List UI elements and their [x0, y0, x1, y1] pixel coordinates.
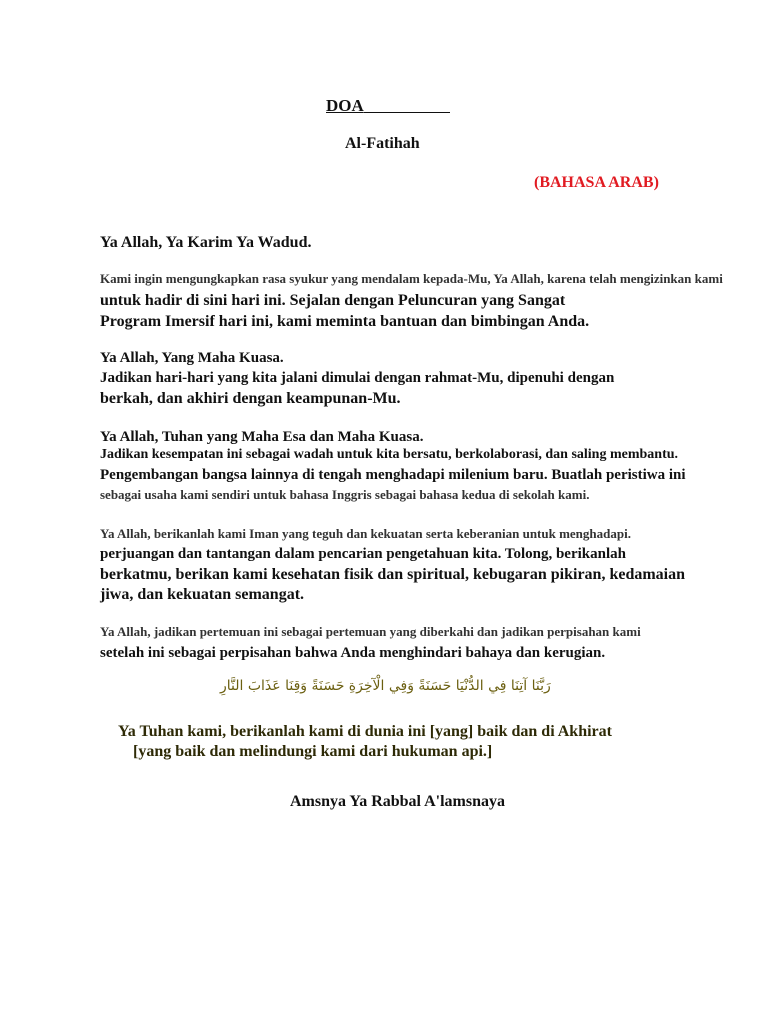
- paragraph-4-line-3: Pengembangan bangsa lainnya di tengah menghadapi milenium baru. Buatlah peristiwa ini: [100, 467, 686, 483]
- paragraph-4-line-2: Jadikan kesempatan ini sebagai wadah untuk kita bersatu, berkolaborasi, dan saling membantu.: [100, 447, 679, 462]
- translation-line-2: [yang baik dan melindungi kami dari hukuman api.]: [133, 743, 493, 760]
- paragraph-5-line-3: berkatmu, berikan kami kesehatan fisik dan spiritual, kebugaran pikiran, kedamaian: [100, 566, 686, 583]
- document-subtitle: Al-Fatihah: [345, 135, 420, 152]
- paragraph-3-line-3: berkah, dan akhiri dengan keampunan-Mu.: [100, 390, 401, 407]
- closing-line: Amsnya Ya Rabbal A'lamsnaya: [290, 793, 506, 810]
- paragraph-1-line-1: Ya Allah, Ya Karim Ya Wadud.: [100, 234, 312, 251]
- paragraph-6-line-2: setelah ini sebagai perpisahan bahwa Anda menghindari bahaya dan kerugian.: [100, 645, 606, 661]
- document-title: DOA: [326, 96, 450, 116]
- paragraph-3-line-2: Jadikan hari-hari yang kita jalani dimulai dengan rahmat-Mu, dipenuhi dengan: [100, 370, 615, 386]
- paragraph-4-line-4: sebagai usaha kami sendiri untuk bahasa Inggris sebagai bahasa kedua di sekolah kami.: [100, 487, 590, 502]
- paragraph-2-line-1: Kami ingin mengungkapkan rasa syukur yang mendalam kepada-Mu, Ya Allah, karena telah mengizinkan kami: [100, 271, 723, 286]
- paragraph-5-line-2: perjuangan dan tantangan dalam pencarian pengetahuan kita. Tolong, berikanlah: [100, 546, 626, 562]
- language-label: (BAHASA ARAB): [534, 174, 659, 191]
- paragraph-4-line-1: Ya Allah, Tuhan yang Maha Esa dan Maha Kuasa.: [100, 429, 424, 445]
- paragraph-3-line-1: Ya Allah, Yang Maha Kuasa.: [100, 350, 284, 366]
- paragraph-5-line-1: Ya Allah, berikanlah kami Iman yang teguh dan kekuatan serta keberanian untuk menghadapi.: [100, 526, 631, 541]
- paragraph-6-line-1: Ya Allah, jadikan pertemuan ini sebagai pertemuan yang diberkahi dan jadikan perpisahan kami: [100, 624, 641, 639]
- paragraph-5-line-4: jiwa, dan kekuatan semangat.: [100, 586, 305, 603]
- arabic-verse: رَبَّنَا آتِنَا فِي الدُّنْيَا حَسَنَةً وَفِي الْآخِرَةِ حَسَنَةً وَقِنَا عَذَابَ النَّارِ: [220, 678, 551, 694]
- title-underline: [364, 111, 450, 113]
- paragraph-2-line-2: untuk hadir di sini hari ini. Sejalan dengan Peluncuran yang Sangat: [100, 292, 566, 309]
- translation-line-1: Ya Tuhan kami, berikanlah kami di dunia ini [yang] baik dan di Akhirat: [118, 723, 612, 740]
- paragraph-2-line-3: Program Imersif hari ini, kami meminta bantuan dan bimbingan Anda.: [100, 313, 590, 330]
